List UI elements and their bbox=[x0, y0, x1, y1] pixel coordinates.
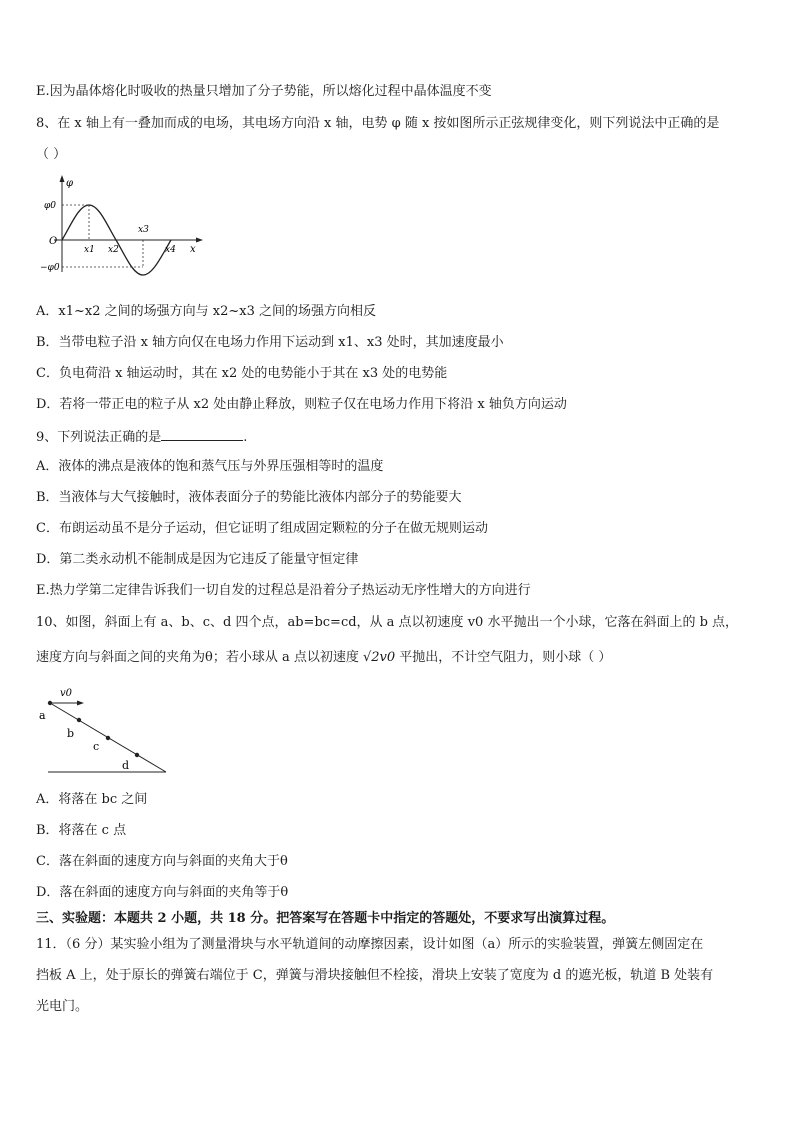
q9-option-c: C．布朗运动虽不是分子运动，但它证明了组成固定颗粒的分子在做无规则运动 bbox=[36, 521, 488, 536]
q10-option-b: B．将落在 c 点 bbox=[36, 823, 127, 838]
point-a bbox=[48, 701, 52, 705]
q8-paren: （ ） bbox=[36, 147, 67, 162]
answer-blank bbox=[161, 428, 243, 441]
q9-option-e: E.热力学第二定律告诉我们一切自发的过程总是沿着分子热运动无序性增大的方向进行 bbox=[36, 583, 531, 598]
q8-option-c: C．负电荷沿 x 轴运动时，其在 x2 处的电势能小于其在 x3 处的电势能 bbox=[36, 366, 448, 381]
x3-label: x3 bbox=[138, 225, 149, 235]
axis-phi-label: φ bbox=[66, 178, 74, 189]
q8-option-a: A．x1~x2 之间的场强方向与 x2~x3 之间的场强方向相反 bbox=[36, 304, 376, 319]
section-3-heading: 三、实验题：本题共 2 小题，共 18 分。把答案写在答题卡中指定的答题处，不要求写出演算过程。 bbox=[36, 911, 615, 926]
x2-label: x2 bbox=[108, 245, 119, 255]
sqrt-expression: √2v0 bbox=[362, 650, 396, 665]
q10-option-c: C．落在斜面的速度方向与斜面的夹角大于θ bbox=[36, 854, 288, 869]
label-d: d bbox=[122, 759, 130, 772]
q8-stem: 8、在 x 轴上有一叠加而成的电场，其电场方向沿 x 轴，电势 φ 随 x 按如图所示正弦规律变化，则下列说法中正确的是 bbox=[36, 116, 720, 131]
label-b: b bbox=[67, 727, 75, 740]
q9-stem-text: 9、下列说法正确的是 bbox=[36, 430, 162, 445]
q10-option-a: A．将落在 bc 之间 bbox=[36, 792, 148, 807]
axis-x-label: x bbox=[190, 244, 196, 255]
q9-stem-end: . bbox=[243, 430, 248, 445]
v0-label: v0 bbox=[60, 688, 73, 699]
q9-stem bbox=[36, 428, 247, 446]
q9-option-d: D．第二类永动机不能制成是因为它违反了能量守恒定律 bbox=[36, 552, 359, 567]
q8-option-d: D．若将一带正电的粒子从 x2 处由静止释放，则粒子仅在电场力作用下将沿 x 轴负方向运动 bbox=[36, 397, 567, 412]
q9-option-b: B．当液体与大气接触时，液体表面分子的势能比液体内部分子的势能要大 bbox=[36, 490, 462, 505]
phi0-label: φ0 bbox=[44, 201, 57, 211]
incline-figure bbox=[36, 683, 176, 778]
point-c bbox=[106, 736, 110, 740]
q10-line2-a: 速度方向与斜面之间的夹角为θ；若小球从 a 点以初速度 bbox=[36, 650, 359, 665]
point-b bbox=[77, 718, 81, 722]
e-statement: E.因为晶体熔化时吸收的热量只增加了分子势能，所以熔化过程中晶体温度不变 bbox=[36, 84, 492, 99]
q10-stem-line2 bbox=[36, 650, 611, 666]
q10-stem-line1: 10、如图，斜面上有 a、b、c、d 四个点，ab=bc=cd，从 a 点以初速度 v0 水平抛出一个小球，它落在斜面上的 b 点， bbox=[36, 615, 739, 630]
x1-label: x1 bbox=[84, 245, 95, 255]
q11-line3: 光电门。 bbox=[36, 999, 89, 1014]
origin-label: O bbox=[49, 236, 58, 247]
x4-label: x4 bbox=[165, 245, 176, 255]
q10-option-d: D．落在斜面的速度方向与斜面的夹角等于θ bbox=[36, 885, 289, 900]
q11-line1: 11．（6 分）某实验小组为了测量滑块与水平轨道间的动摩擦因素，设计如图（a）所示的实验装置，弹簧左侧固定在 bbox=[36, 937, 704, 952]
q10-line2-b: 平抛出，不计空气阻力，则小球（ ） bbox=[399, 650, 612, 665]
label-a: a bbox=[39, 709, 46, 722]
q9-option-a: A．液体的沸点是液体的饱和蒸气压与外界压强相等时的温度 bbox=[36, 459, 384, 474]
potential-graph bbox=[40, 172, 210, 277]
q8-option-b: B．当带电粒子沿 x 轴方向仅在电场力作用下运动到 x1、x3 处时，其加速度最小 bbox=[36, 335, 504, 350]
q11-line2: 挡板 A 上，处于原长的弹簧右端位于 C，弹簧与滑块接触但不栓接，滑块上安装了宽度为 d 的遮光板，轨道 B 处装有 bbox=[36, 968, 714, 983]
neg-phi0-label: −φ0 bbox=[40, 263, 60, 273]
label-c: c bbox=[93, 740, 100, 753]
point-d bbox=[135, 753, 139, 757]
